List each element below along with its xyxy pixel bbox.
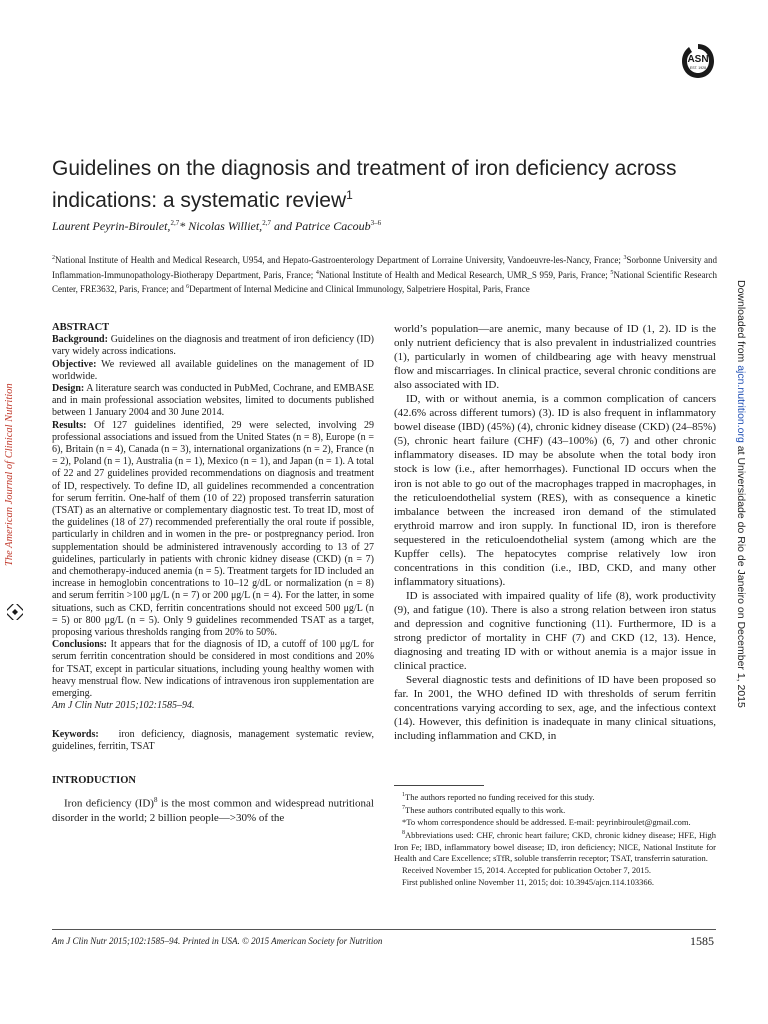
affiliations: $^2$National Institute of Health and Medical Research, U954, and Hepato-Gastroenterology Department of Lorraine University, Vandoeuvre-les-Nancy, France; $^3$Sorbonne University and Inflammation-Immunopathology-Biotherapy Department, Paris, France; $^4$National Institute of Health and Medical Research, UMR_S 959, Paris, France; $^5$National Scientific Research Center, FRE3632, Paris, France; and $^6$Department of Internal Medicine and Clinical Immunology, Salpetriere Hospital, Paris, France [52,255,718,294]
right-column [394,322,716,743]
author-name: and Patrice Cacoub [273,219,371,233]
intro-footnote-mark: 8 [153,796,158,805]
footnotes: $^1$The authors reported no funding received for this study. $^7$These authors contributed equally to this work. *To whom correspondence should be addressed. E-mail: peyrinbiroulet@gmail.com. $^8$Abbreviations used: CHF, chronic heart failure; CKD, chronic kidney disease; HFE, High Iron Fe; IBD, inflammatory bowel disease; ID, iron deficiency; NICE, National Institute for Health and Care Excellence; sTfR, soluble transferrin receptor; TSAT, transferrin saturation. Received November 15, 2014. Accepted for publication October 7, 2015. First published online November 11, 2015; doi: 10.3945/ajcn.114.103366. [394,791,716,887]
abstract-conclusions [52,639,374,700]
download-note-post: at Universidade do Rio de Janeiro on December 1, 2015 [735,442,747,708]
intro-text-a: Iron deficiency (ID) [64,797,154,810]
author-corresponding-mark: * [179,219,186,233]
abstract-objective [52,359,374,383]
journal-sidebar [0,340,26,610]
affiliation-2: National Institute of Health and Medical Research, U954, and Hepato-Gastroenterology Department of Lorraine University, Vandoeuvre-les-Nancy, France; [55,255,621,265]
correspondence-note: *To whom correspondence should be addressed. E-mail: peyrinbiroulet@gmail.com. [402,816,691,827]
body-paragraph: world’s population—are anemic, many because of ID (1, 2). ID is the only nutrient deficiency that is also prevalent in industrialized countries (1), particularly in women of childbearing age with heavy menstrual flow and miscarriages. In clinical practice, several chronic conditions are also associated with ID. [394,323,716,392]
affiliation-5: National Scientific Research Center, FRE3632, Paris, France; and [52,269,718,294]
footnote-1: The authors reported no funding received for this study. [405,791,595,802]
journal-name-vertical: The American Journal of Clinical Nutrition [4,383,15,567]
download-note [735,280,747,708]
author-affil-sup: 2,7 [170,219,180,227]
abstract-results [52,420,374,640]
footer-divider [52,929,716,930]
footer-citation: Am J Clin Nutr 2015;102:1585–94. Printed in USA. © 2015 American Society for Nutrition [52,936,383,946]
conclusions-label: Conclusions: [52,639,108,651]
author-name: Nicolas Williet, [188,219,263,233]
background-label: Background: [52,334,108,346]
author-affil-sup: 3–6 [370,219,382,227]
keywords-text: iron deficiency, diagnosis, management systematic review, guidelines, ferritin, TSAT [52,728,374,752]
affiliation-6: Department of Internal Medicine and Clinical Immunology, Salpetriere Hospital, Paris, France [189,284,530,294]
results-text: Of 127 guidelines identified, 29 were selected, involving 29 professional associations and issued from the United States (n = 8), Europe (n = 6), Britain (n = 4), Canada (n = 3), international organizations (n = 2), France (n = 2), Poland (n = 1), Australia (n = 1), Mexico (n = 1), and Japan (n = 1). A total of 22 and 27 guidelines provided recommendations on diagnosis and treatment of ID, respectively. To define ID, all guidelines recommended a concentration for serum ferritin. One-half of them (10 of 22) proposed transferrin saturation (TSAT) as an alternative or complementary diagnostic test. To treat ID, most of the guidelines (18 of 27) recommended preferentially the oral route if possible, particularly in children and in women in the pre- or postpregnancy period. Iron supplementation should be administered intravenously according to 13 of 27 guidelines, particularly in patients with chronic kidney disease (CKD) (n = 7) and chemotherapy-induced anemia (n = 5). Treatment targets for ID included an increase in hemoglobin concentrations to 10–12 g/dL or normalization (n = 8) and serum ferritin >100 μg/L (n = 7) or 200 μg/L (n = 4). For the latter, in some situations, such as CKD, ferritin concentrations should not exceed 500 μg/L (n = 5) or 800 μg/L (n = 5). Only 9 guidelines recommended TSAT as a target, proposing various thresholds ranging from 20% to 50%. [52,419,374,639]
download-note-pre: Downloaded from [735,280,747,366]
footnote-7: These authors contributed equally to this work. [405,805,566,816]
asn-logo [680,42,716,80]
title-footnote-mark: 1 [346,188,353,202]
conclusions-text: It appears that for the diagnosis of ID, a cutoff of 100 μg/L for serum ferritin concentration should be considered in most conditions and 20% for TSAT, except in particular situations, including young healthy women with heavy menstrual flow. New indications of intravenous iron supplementation are emerging. [52,639,374,700]
asn-logo-text: ASN [687,54,709,65]
footnote-8: Abbreviations used: CHF, chronic heart failure; CKD, chronic kidney disease; HFE, High Iron Fe; IBD, inflammatory bowel disease; ID, iron deficiency; NICE, National Institute for Health and Care Excellence; sTfR, soluble transferrin receptor; TSAT, transferrin saturation. [394,830,716,864]
background-text: Guidelines on the diagnosis and treatment of iron deficiency (ID) vary widely across indications. [52,334,375,358]
introduction-heading: INTRODUCTION [52,774,137,786]
abstract-heading: ABSTRACT [52,322,110,333]
intro-text-b: is the most common and widespread nutritional disorder in the world; 2 billion people—>30% of the [52,797,374,824]
download-site-link[interactable]: ajcn.nutrition.org [735,365,747,443]
article-title-text: Guidelines on the diagnosis and treatment of iron deficiency across indications: a systematic review [52,157,677,212]
footnote-divider [394,785,484,786]
abstract-design [52,383,374,420]
article-title [52,156,712,214]
results-label: Results: [52,419,87,431]
abstract-background [52,334,374,358]
design-label: Design: [52,383,85,395]
received-dates: Received November 15, 2014. Accepted for publication October 7, 2015. [402,865,652,876]
journal-icon [7,604,23,620]
author-list [52,219,381,234]
body-paragraph: ID is associated with impaired quality of life (8), work productivity (9), and fatigue (10). There is also a strong relation between iron status and depression and cognitive functioning (11). Furthermore, ID is a strong predictor of mortality in CHF (7) and CKD (12, 13). Hence, diagnosing and treating ID with or without anemia is a major issue in clinical practice. [394,589,716,673]
design-text: A literature search was conducted in PubMed, Cochrane, and EMBASE and in main professional association websites, limited to documents published between 1 January 2004 and 30 June 2014. [52,383,374,419]
author-name: Laurent Peyrin-Biroulet, [52,219,171,233]
keywords-label: Keywords: [52,728,99,740]
body-paragraph: Several diagnostic tests and definitions of ID have been proposed so far. In 2001, the WHO defined ID with thresholds of serum ferritin concentrations varying according to sex, age, and the infectious context (14). However, this definition is inadequate in many clinical situations, including inflammation and CKD, in [394,674,716,743]
objective-text: We reviewed all available guidelines on the management of ID worldwide. [52,358,374,382]
abstract-citation: Am J Clin Nutr 2015;102:1585–94. [52,700,195,712]
published-note: First published online November 11, 2015; doi: 10.3945/ajcn.114.103366. [402,876,654,887]
objective-label: Objective: [52,358,97,370]
page-number: 1585 [690,934,714,948]
left-column [52,322,374,825]
author-affil-sup: 2,7 [262,219,271,227]
affiliation-4: National Institute of Health and Medical Research, UMR_S 959, Paris, France; [318,269,608,280]
asn-logo-subtext: EST. 1928 [689,66,707,70]
affiliation-3: Sorbonne University and Inflammation-Immunopathology-Biotherapy Department, Paris, France; [52,255,717,280]
body-paragraph: ID, with or without anemia, is a common complication of cancers (42.6% across different tumors) (3). ID is also frequent in inflammatory bowel disease (IBD) (45%) (4), chronic kidney disease (CKD) (24–85%) (5), chronic heart failure (CHF) (43–100%) (6, 7) and other chronic inflammatory diseases. ID may be absolute when the total body iron stock is low (i.e., after hemorrhages). Functional ID occurs when the iron is not able to go out of the macrophages trapped in macrophages, in the reticuloendothelial system (RES), with as consequence a kinetic imbalance between the increased iron demand of the stimulated erythroid marrow and iron supply. In functional ID, iron is therefore sequestered in the reticuloendothelial system (among which are the Kupffer cells). The hepatocytes comprise relatively low iron concentrations in this condition (i.e., IBD, CKD, and many other inflammatory situations). [394,393,716,588]
introduction-paragraph [52,793,374,825]
keywords [52,729,374,753]
